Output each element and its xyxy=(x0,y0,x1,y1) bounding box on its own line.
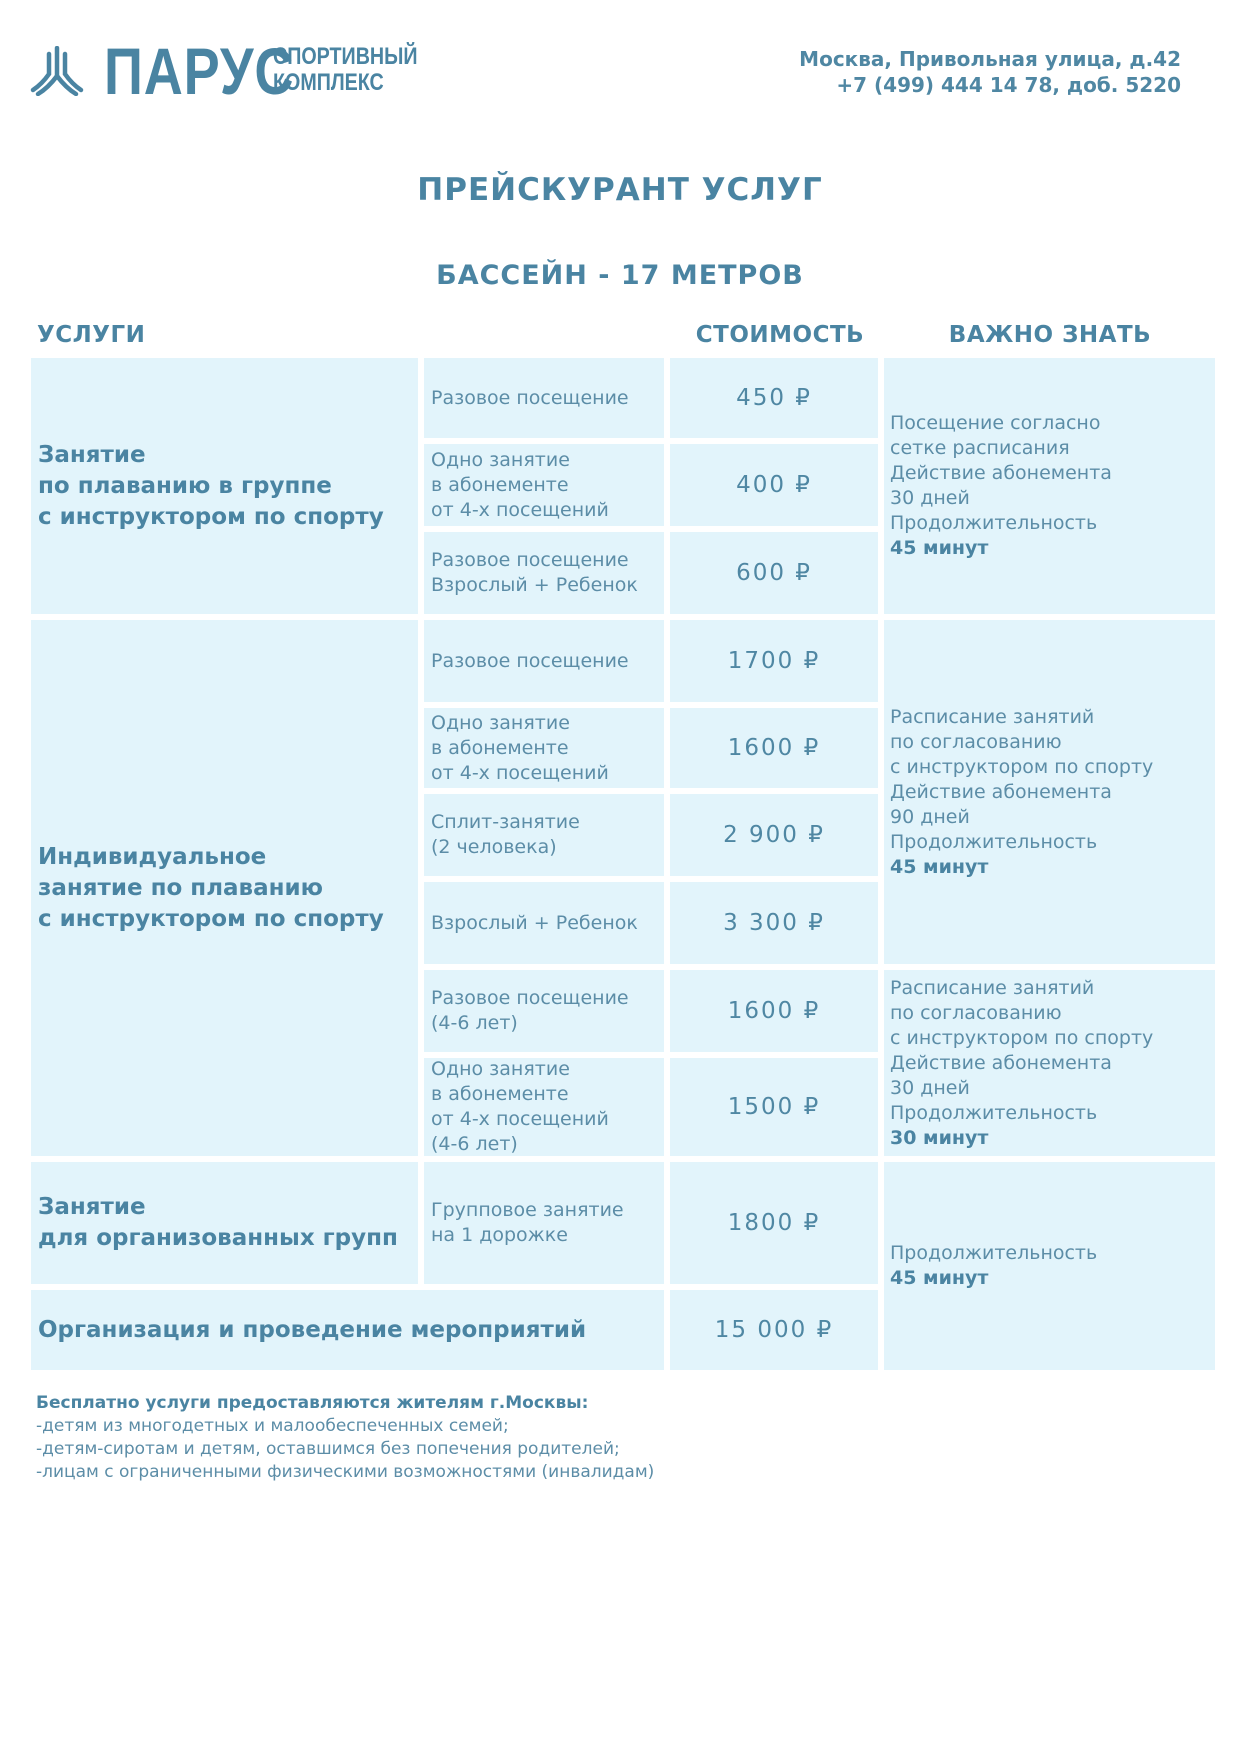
service-cell: Разовое посещение Взрослый + Ребенок xyxy=(424,532,664,614)
service-cell: Одно занятие в абонементе от 4-х посещений xyxy=(424,708,664,788)
notes-item: -детям-сиротам и детям, оставшимся без попечения родителей; xyxy=(36,1439,620,1459)
service-cell: Взрослый + Ребенок xyxy=(424,882,664,964)
section-title: БАССЕЙН - 17 МЕТРОВ xyxy=(436,260,804,291)
service-cell: Разовое посещение xyxy=(424,358,664,438)
sail-logo-icon xyxy=(30,46,84,96)
notes-item: -лицам с ограниченными физическими возможностями (инвалидам) xyxy=(36,1462,655,1482)
phone: +7 (499) 444 14 78, доб. 5220 xyxy=(836,73,1181,97)
price-cell: 400 ₽ xyxy=(670,444,878,526)
category-individual-swimming: Индивидуальное занятие по плаванию с инструктором по спорту xyxy=(31,620,418,1156)
column-header-info: ВАЖНО ЗНАТЬ xyxy=(948,322,1152,348)
notes-heading: Бесплатно услуги предоставляются жителям г.Москвы: xyxy=(36,1393,589,1413)
info-cell: Продолжительность 45 минут xyxy=(884,1162,1215,1370)
brand-name: ПАРУС xyxy=(104,34,295,108)
info-cell: Посещение согласно сетке расписания Действие абонемента 30 дней Продолжительность 45 минут xyxy=(884,358,1215,614)
service-cell: Одно занятие в абонементе от 4-х посещений xyxy=(424,444,664,526)
category-events: Организация и проведение мероприятий xyxy=(31,1290,664,1370)
price-cell: 600 ₽ xyxy=(670,532,878,614)
brand-subtitle: СПОРТИВНЫЙ КОМПЛЕКС xyxy=(273,43,418,96)
price-cell: 3 300 ₽ xyxy=(670,882,878,964)
notes-item: -детям из многодетных и малообеспеченных семей; xyxy=(36,1416,509,1436)
price-cell: 1700 ₽ xyxy=(670,620,878,702)
price-cell: 1500 ₽ xyxy=(670,1058,878,1156)
page-title: ПРЕЙСКУРАНТ УСЛУГ xyxy=(417,172,823,208)
category-organized-groups: Занятие для организованных групп xyxy=(31,1162,418,1284)
info-cell: Расписание занятий по согласованию с инструктором по спорту Действие абонемента 90 дней Продолжительность 45 минут xyxy=(884,620,1215,964)
price-cell: 2 900 ₽ xyxy=(670,794,878,876)
address: Москва, Привольная улица, д.42 xyxy=(799,47,1181,71)
service-cell: Разовое посещение xyxy=(424,620,664,702)
contact-block xyxy=(799,46,1181,98)
price-cell: 450 ₽ xyxy=(670,358,878,438)
price-cell: 1800 ₽ xyxy=(670,1162,878,1284)
service-cell: Разовое посещение (4-6 лет) xyxy=(424,970,664,1052)
column-header-services: УСЛУГИ xyxy=(37,322,146,348)
price-cell: 1600 ₽ xyxy=(670,708,878,788)
service-cell: Одно занятие в абонементе от 4-х посещений (4-6 лет) xyxy=(424,1058,664,1156)
service-cell: Сплит-занятие (2 человека) xyxy=(424,794,664,876)
column-header-price: СТОИМОСТЬ xyxy=(695,322,865,348)
price-cell: 15 000 ₽ xyxy=(670,1290,878,1370)
price-cell: 1600 ₽ xyxy=(670,970,878,1052)
category-group-swimming: Занятие по плаванию в группе с инструктором по спорту xyxy=(31,358,418,614)
free-services-notes xyxy=(36,1392,654,1484)
info-cell: Расписание занятий по согласованию с инструктором по спорту Действие абонемента 30 дней Продолжительность 30 минут xyxy=(884,970,1215,1156)
service-cell: Групповое занятие на 1 дорожке xyxy=(424,1162,664,1284)
